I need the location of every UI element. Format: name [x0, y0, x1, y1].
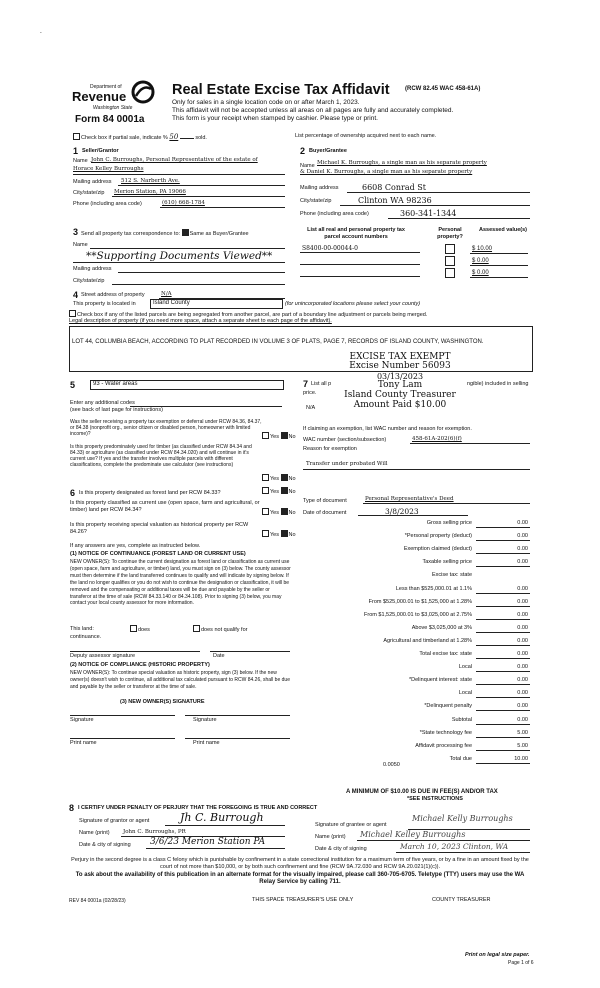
document-date-label: Date of document [303, 510, 347, 516]
timber-no-label: No [288, 476, 296, 482]
additional-codes-label: Enter any additional codes [70, 400, 135, 406]
owner-print-label-1: Print name [70, 740, 97, 746]
owner-print-line-1 [70, 738, 175, 739]
parcel-line-2 [300, 264, 420, 265]
tax-row-line [476, 527, 530, 528]
reason-label: Reason for exemption [303, 446, 357, 452]
tax-row-value[interactable]: 0.00 [517, 533, 528, 540]
correspondence-label: Send all property tax correspondence to: [81, 231, 181, 237]
historic-yes-checkbox[interactable] [262, 530, 269, 537]
buyer-name-1[interactable]: Michael K. Burroughs, a single man as his separate property [317, 160, 487, 166]
buyer-mailing-label: Mailing address [300, 185, 339, 191]
grantor-date-city[interactable]: 3/6/23 Merion Station PA [150, 837, 266, 847]
tax-row-value[interactable]: 0.00 [517, 559, 528, 566]
grantee-name[interactable]: Michael Kelley Burroughs [360, 830, 466, 839]
grantee-date-city[interactable]: March 10, 2023 Clinton, WA [400, 842, 509, 851]
does-not-option [193, 625, 247, 634]
tax-row-label: Total due [449, 755, 472, 762]
grantor-date-label: Date & city of signing [79, 842, 131, 848]
does-option [130, 625, 150, 634]
exemption-no-checkbox[interactable] [281, 432, 288, 439]
does-not-label: does not qualify for [201, 627, 248, 633]
seller-city-line [112, 196, 285, 197]
does-not-checkbox[interactable] [193, 625, 200, 632]
owner-signature-line-2 [185, 715, 290, 716]
seller-city-label: City/state/zip [73, 190, 105, 196]
forest-land-answer [262, 487, 296, 496]
buyer-mailing-line [347, 192, 530, 193]
tax-row-label: Excise tax: state [431, 572, 472, 579]
grantor-signature-line [165, 825, 285, 826]
unincorporated-note: (for unincorporated locations please select your county) [285, 301, 421, 307]
tax-row-line [476, 645, 530, 646]
form-number: Form 84 0001a [75, 114, 145, 125]
section-5-number: 5 [70, 380, 76, 390]
personal-property-checkbox-1[interactable] [445, 244, 455, 254]
assessed-value-2[interactable]: $ 0.00 [472, 258, 489, 264]
seller-phone-line [160, 207, 285, 208]
seller-name-1[interactable]: John C. Burroughs, Personal Representative of the estate of [91, 157, 258, 163]
current-use-yes-checkbox[interactable] [262, 508, 269, 515]
assessed-line-2 [470, 265, 528, 266]
document-date-line [358, 515, 468, 516]
seller-phone-label: Phone (including area code) [73, 201, 142, 207]
personal-property-checkbox-2[interactable] [445, 256, 455, 266]
tax-row-line [476, 632, 530, 633]
legal-description: LOT 44, COLUMBIA BEACH, ACCORDING TO PLAT RECORDED IN VOLUME 3 OF PLATS, PAGE 7, RECORDS OF ISLAND COUNTY, WASHINGTON. [72, 339, 484, 345]
street-address-label: Street address of property [81, 292, 145, 298]
tax-row-value[interactable]: 0.00 [517, 637, 528, 644]
partial-sale-row [73, 133, 207, 142]
county-value: Island County [153, 300, 190, 306]
located-in-label: This property is located in [73, 301, 136, 307]
tax-row-label: Local [458, 664, 472, 671]
section-8-number: 8 [69, 803, 75, 813]
tax-row-value[interactable]: 0.00 [517, 520, 528, 526]
timber-question: Is this property predominately used for timber (as classified under RCW 84.34 and 84.33) or agriculture (as classified under RCW 84.34.020) and will continue in it's current use? If yes and the transfer involves multiple parcels with different classifications, complete the predominate use calculator (see instructions) [70, 444, 252, 468]
tax-row-line [476, 697, 530, 698]
tax-row-value[interactable]: 10.00 [514, 755, 528, 762]
correspondence-city-label: City/state/zip [73, 278, 105, 284]
exempt-stamp-line-5: Island County Treasurer [344, 390, 456, 400]
timber-yes-label: Yes [270, 476, 279, 482]
buyer-phone-label: Phone (including area code) [300, 211, 369, 217]
tax-row-label: Local [458, 690, 472, 697]
buyer-city-label: City/state/zip [300, 198, 332, 204]
state-label: Washington State [93, 105, 133, 111]
notice-compliance-text: NEW OWNER(S): To continue special valuation as historic property, sign (3) below. If the new owner(s) doesn't wish to continue, all additional tax calculated pursuant to RCW 84.26, shall be due and payable by the seller or transferor at the time of sale. [70, 670, 290, 690]
seller-mailing-label: Mailing address [73, 179, 112, 185]
tax-row-value[interactable]: 0.00 [517, 651, 528, 657]
owner-signature-label-1: Signature [70, 717, 94, 723]
list-personal-property-label: List all p [311, 381, 332, 387]
parcel-line-3 [300, 276, 420, 277]
exempt-stamp-line-4: Tony Lam [377, 380, 423, 390]
legal-description-label: Legal description of property (if you need more space, attach a separate sheet to each page of the affidavit). [69, 318, 332, 324]
exempt-stamp-line-3: 03/13/2023 [376, 372, 424, 381]
wac-label: WAC number (section/subsection) [303, 437, 387, 443]
tax-row-value[interactable]: 0.00 [517, 585, 528, 592]
buyer-city[interactable]: Clinton WA 98236 [358, 196, 432, 205]
personal-property-checkbox-3[interactable] [445, 268, 455, 278]
certify-statement: I CERTIFY UNDER PENALTY OF PERJURY THAT THE FOREGOING IS TRUE AND CORRECT [78, 805, 318, 811]
supporting-documents-stamp: **Supporting Documents Viewed** [86, 250, 273, 262]
tax-row-label: Taxable selling price [422, 559, 472, 566]
tax-row-label: *Delinquent interest: state [409, 677, 472, 684]
tax-row-value[interactable]: 5.00 [517, 729, 528, 736]
document-type[interactable]: Personal Representative's Deed [365, 496, 454, 502]
forest-no-checkbox[interactable] [281, 487, 288, 494]
tax-row-line [476, 566, 530, 567]
forest-land-question: Is this property designated as forest land per RCW 84.33? [79, 490, 221, 496]
subtitle-3: This form is your receipt when stamped by cashier. Please type or print. [172, 115, 378, 122]
tax-row-label: From $1,525,000.01 to $3,025,000 at 2.75% [364, 611, 472, 618]
grantee-signature-label: Signature of grantee or agent [315, 822, 387, 828]
tax-row-label: Gross selling price [426, 520, 472, 526]
tax-row-label: Total excise tax: state [419, 651, 472, 657]
parcel-number-1[interactable]: S8400-00-00044-0 [302, 245, 359, 252]
section-3-number: 3 [73, 227, 79, 237]
historic-question: Is this property receiving special valuation as historical property per RCW 84.26? [70, 522, 249, 535]
exempt-stamp-line-1: EXCISE TAX EXEMPT [349, 352, 451, 362]
notice-compliance-heading: (2) NOTICE OF COMPLIANCE (HISTORIC PROPERTY) [70, 662, 210, 668]
tax-row-line [476, 619, 530, 620]
land-use-code-select[interactable] [90, 380, 284, 390]
exemption-reason[interactable]: Transfer under probated Will [306, 461, 388, 467]
tax-row-value[interactable]: 0.00 [517, 624, 528, 631]
grantee-signature[interactable]: Michael Kelly Burroughs [412, 814, 513, 823]
tax-row-value[interactable]: 0.00 [517, 677, 528, 684]
parcel-line-1 [300, 252, 420, 253]
assessed-value-1[interactable]: $ 10.00 [472, 246, 493, 252]
availability-note: To ask about the availability of this publication in an alternate format for the visually impaired, please call 360-705-6705. Teletype (TTY) users may use the WA Relay Service by calling 711. [75, 872, 525, 885]
timber-no-checkbox[interactable] [281, 474, 288, 481]
seller-name-2[interactable]: Horace Kelley Burroughs [73, 166, 144, 172]
same-as-buyer-label: Same as Buyer/Grantee [189, 231, 249, 237]
seller-heading: Seller/Grantor [82, 148, 119, 154]
tax-row-label: *State technology fee [419, 729, 472, 736]
correspondence-name-line [90, 248, 285, 249]
partial-sale-checkbox[interactable] [73, 133, 80, 140]
buyer-mailing[interactable]: 6608 Conrad St [362, 183, 426, 192]
correspondence-mailing-label: Mailing address [73, 266, 112, 272]
street-address[interactable]: N/A [161, 291, 172, 297]
document-date[interactable]: 3/8/2023 [385, 507, 419, 516]
grantee-date-line [396, 852, 530, 853]
seller-phone[interactable]: (610) 668-1784 [162, 200, 205, 206]
additional-codes-note: (see back of last page for instructions) [70, 407, 163, 413]
if-any-yes-note: If any answers are yes, complete as instructed below. [70, 543, 201, 549]
does-label: does [138, 627, 150, 633]
grantor-signature[interactable]: Jh C. Burrough [180, 811, 264, 824]
tax-row-label: Exemption claimed (deduct) [403, 546, 472, 553]
tax-row-line [476, 593, 530, 594]
county-treasurer-label: COUNTY TREASURER [432, 897, 491, 903]
owner-print-line-2 [185, 738, 290, 739]
tax-row-line [476, 553, 530, 554]
forest-no-label: No [288, 489, 296, 495]
correspondence-mailing-line [118, 272, 285, 273]
exemption-claim-note: If claiming an exemption, list WAC number and reason for exemption. [303, 426, 472, 432]
segregated-checkbox[interactable] [69, 310, 76, 317]
county-select[interactable] [150, 299, 283, 309]
scan-mark: - [40, 30, 42, 36]
historic-no-label: No [288, 532, 296, 538]
section-4-number: 4 [73, 290, 79, 300]
exemption-yes-label: Yes [270, 434, 279, 440]
dept-of: Department of [90, 84, 122, 90]
assessed-line-3 [470, 277, 528, 278]
deputy-date-label: Date [213, 653, 225, 659]
correspondence-name-label: Name [73, 242, 88, 248]
wac-number[interactable]: 458-61A-202(6)(f) [412, 436, 462, 442]
document-type-line [363, 503, 530, 504]
timber-answer [262, 474, 296, 483]
wac-line [410, 443, 530, 444]
seller-mailing-line [118, 185, 285, 186]
buyer-city-line [340, 205, 530, 206]
form-title: Real Estate Excise Tax Affidavit [172, 82, 390, 98]
tax-row-value[interactable]: 0.00 [517, 703, 528, 710]
buyer-phone[interactable]: 360-341-1344 [400, 209, 457, 218]
treasurer-use-label: THIS SPACE TREASURER'S USE ONLY [252, 897, 354, 903]
grantee-name-label: Name (print) [315, 834, 346, 840]
tax-row-label: *Personal property (deduct) [404, 533, 472, 540]
section-3-row [81, 229, 249, 238]
tax-row-label: Above $3,025,000 at 3% [411, 624, 472, 631]
subtitle-2: This affidavit will not be accepted unless all areas on all pages are fully and accurately completed. [172, 107, 454, 114]
tax-row-value[interactable]: 0.00 [517, 611, 528, 618]
does-checkbox[interactable] [130, 625, 137, 632]
page-number: Page 1 of 6 [508, 960, 534, 966]
buyer-heading: Buyer/Grantee [309, 148, 347, 154]
section-6-number: 6 [70, 488, 76, 498]
legal-paper-note: Print on legal size paper. [465, 952, 530, 958]
minimum-due-note: A MINIMUM OF $10.00 IS DUE IN FEE(S) AND/OR TAX [346, 789, 498, 795]
form-rcw: (RCW 82.45 WAC 458-61A) [405, 86, 481, 92]
perjury-note [65, 857, 535, 870]
personal-property-na[interactable]: N/A [306, 405, 316, 411]
tax-row-label: *Delinquent penalty [424, 703, 472, 710]
historic-answer [262, 530, 296, 539]
tax-row-value[interactable]: 5.00 [517, 742, 528, 749]
tax-row-line [476, 710, 530, 711]
grantor-name[interactable]: John C. Burroughs, PR [123, 829, 186, 835]
exempt-stamp-line-2: Excise Number 56093 [349, 361, 451, 371]
forest-yes-checkbox[interactable] [262, 487, 269, 494]
revenue-logo-text: Revenue [72, 89, 127, 104]
exemption-answer [262, 432, 296, 441]
same-as-buyer-checkbox[interactable] [182, 229, 189, 236]
exemption-yes-checkbox[interactable] [262, 432, 269, 439]
seller-city[interactable]: Merion Station, PA 19066 [114, 189, 186, 195]
tax-row-line [476, 540, 530, 541]
seller-name-label: Name [73, 158, 88, 164]
deputy-signature-label: Deputy assessor signature [70, 653, 136, 659]
tax-row-line [476, 684, 530, 685]
notice-continuance-text: NEW OWNER(S): To continue the current designation as forest land or classification as current use (open space, farm and agriculture, or timber) land, you must sign on (3) below. The county assessor must then determine if the land transferred continues to qualify and will indicate by signing below. If the land no longer qualifies or you do not wish to continue the designation or classification, it will be removed and the compensating or additional taxes will be due and payable by the seller or transferor at the time of sale (RCW 84.33.140 or 84.34.108). Prior to signing (3) below, you may contact your local county assessor for more information. [70, 559, 291, 607]
assessed-value-header: Assessed value(s) [479, 227, 527, 233]
current-use-answer [262, 508, 296, 517]
partial-sale-label: Check box if partial sale, indicate % [81, 135, 168, 141]
tax-row-label: Affidavit processing fee [415, 742, 472, 749]
tax-row-line [476, 671, 530, 672]
partial-sale-pct[interactable]: 50 [169, 133, 179, 141]
parcel-header: List all real and personal property tax parcel account numbers [307, 227, 405, 240]
current-use-yes-label: Yes [270, 510, 279, 516]
tax-row-line [476, 606, 530, 607]
reason-line [303, 469, 530, 470]
forest-yes-label: Yes [270, 489, 279, 495]
tax-row-value[interactable]: 0.00 [517, 598, 528, 605]
partial-pct-line [180, 138, 194, 139]
tax-row-line [476, 737, 530, 738]
buyer-phone-line [388, 218, 530, 219]
assessed-value-3[interactable]: $ 0.00 [472, 270, 489, 276]
tax-row-line [476, 763, 530, 764]
buyer-name-2[interactable]: & Daniel K. Burroughs, a single man as his separate property [300, 169, 473, 175]
buyer-name-label: Name [300, 163, 315, 169]
price-label: price. [303, 390, 317, 396]
segregated-label: Check box if any of the listed parcels are being segregated from another parcel, are part of a boundary line adjustment or parcels being merged. [77, 312, 428, 318]
grantor-name-label: Name (print) [79, 830, 110, 836]
seller-name-line [73, 174, 285, 175]
see-instructions-note: *SEE INSTRUCTIONS [407, 796, 463, 802]
owner-signature-line-1 [70, 715, 175, 716]
correspondence-city-line [112, 284, 285, 285]
tax-row-value[interactable]: 0.00 [517, 716, 528, 723]
personal-property-header: Personal property? [437, 227, 463, 240]
land-use-code: 93 - Water areas [93, 381, 138, 387]
tax-row-value[interactable]: 0.00 [517, 664, 528, 671]
section-2-number: 2 [300, 146, 306, 156]
revision-label: REV 84 0001a (02/28/23) [69, 898, 126, 904]
historic-no-checkbox[interactable] [281, 530, 288, 537]
tax-row-label: Agricultural and timberland at 1.28% [383, 637, 472, 644]
revenue-logo-icon [131, 80, 155, 104]
grantor-date-line [146, 848, 285, 849]
current-use-no-label: No [288, 510, 296, 516]
exemption-no-label: No [288, 434, 296, 440]
notice-continuance-heading: (1) NOTICE OF CONTINUANCE (FOREST LAND OR CURRENT USE) [70, 551, 246, 557]
grantor-signature-label: Signature of grantor or agent [79, 818, 150, 824]
new-owner-signature-heading: (3) NEW OWNER(S) SIGNATURE [120, 699, 205, 705]
deputy-signature-line [70, 651, 200, 652]
assessed-line-1 [470, 253, 528, 254]
correspondence-name-line-2 [73, 262, 285, 263]
deputy-date-line [210, 651, 290, 652]
perjury-text: Perjury in the second degree is a class C felony which is punishable by confinement in a state correctional institution for a maximum term of five years, or by a fine in an amount fixed by the court of not more than $10,000, or by both such confinement and fine (RCW 9A.72.030 and RCW 9A.20.021(1)(c)). [71, 857, 529, 870]
tax-row-line [476, 724, 530, 725]
document-type-label: Type of document [303, 498, 347, 504]
grantee-date-label: Date & city of signing [315, 846, 367, 852]
tax-row-label: From $525,000.01 to $1,525,000 at 1.28% [368, 598, 472, 605]
tax-row-line [476, 658, 530, 659]
current-use-question: Is this property classified as current use (open space, farm and agricultural, or timber) land per RCW 84.34? [70, 500, 260, 513]
exemption-question: Was the seller receiving a property tax exemption or deferral under RCW 84.36, 84.37, or 84.38 (nonprofit org., senior citizen or disabled person, homeowner with limited income)? [70, 419, 262, 437]
tax-row-value[interactable]: 0.00 [517, 690, 528, 697]
partial-sold-label: sold. [195, 135, 207, 141]
historic-yes-label: Yes [270, 532, 279, 538]
current-use-no-checkbox[interactable] [281, 508, 288, 515]
tax-row-value[interactable]: 0.00 [517, 546, 528, 553]
list-percentage-note: List percentage of ownership acquired next to each name. [295, 133, 437, 139]
owner-print-label-2: Print name [193, 740, 220, 746]
this-land-label: This land: [70, 626, 94, 632]
seller-mailing[interactable]: 512 S. Narberth Ave. [121, 178, 180, 184]
section-7-number: 7 [303, 379, 309, 389]
owner-signature-label-2: Signature [193, 717, 217, 723]
tax-row-label: Less than $525,000.01 at 1.1% [395, 585, 472, 592]
continuance-label: continuance. [70, 634, 102, 640]
tax-row-label: Subtotal [451, 716, 472, 723]
exempt-stamp-line-6: Amount Paid $10.00 [353, 400, 447, 410]
tangible-label: ngible) included in selling [467, 381, 529, 387]
section-1-number: 1 [73, 146, 79, 156]
tax-row-line [476, 750, 530, 751]
local-rate[interactable]: 0.0050 [383, 762, 400, 768]
subtitle-1: Only for sales in a single location code on or after March 1, 2023. [172, 99, 360, 106]
grantee-name-line [357, 840, 530, 841]
timber-yes-checkbox[interactable] [262, 474, 269, 481]
